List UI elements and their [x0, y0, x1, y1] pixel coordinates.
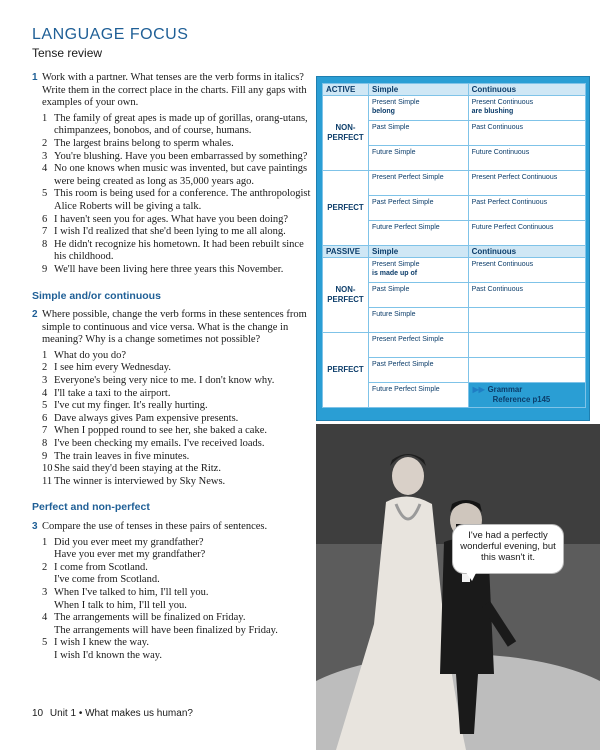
- item-number: 6: [42, 213, 48, 225]
- list-item: [42, 425, 312, 438]
- cell-past-simple: Past Simple: [369, 121, 469, 146]
- item-number: 2: [42, 561, 48, 573]
- exercise-3-intro: [32, 521, 312, 534]
- item-number: 3: [42, 150, 48, 162]
- photo-illustration: [316, 424, 600, 750]
- cell-present-simple: Present Simple belong: [369, 96, 469, 121]
- section-title: LANGUAGE FOCUS: [32, 26, 189, 43]
- item-number: 10: [42, 463, 53, 475]
- passive-label: PASSIVE: [323, 246, 369, 258]
- col-continuous: Continuous: [468, 246, 585, 258]
- perfect-label: PERFECT: [323, 333, 369, 408]
- perfect-label: PERFECT: [323, 171, 369, 246]
- item-text: This room is being used for a conference. The anthropologist Alice Roberts will be giving a talk.: [54, 188, 311, 212]
- film-still-photo: [316, 424, 600, 750]
- item-text: She said they'd been staying at the Ritz.: [54, 463, 221, 475]
- list-item: [42, 451, 312, 464]
- cell-present-continuous: Present Continuous: [468, 258, 585, 283]
- cell-future-perfect-simple: Future Perfect Simple: [369, 383, 469, 408]
- grammar-reference-link[interactable]: ▶▶ Grammar Reference p145: [468, 383, 585, 408]
- example-text: are blushing: [471, 108, 514, 115]
- tense-chart: [316, 76, 590, 421]
- list-item: [42, 375, 312, 388]
- item-text: I've cut my finger. It's really hurting.: [54, 400, 208, 412]
- item-number: 4: [42, 163, 48, 175]
- item-number: 8: [42, 238, 48, 250]
- item-text: I wish I knew the way. I wish I'd known the way.: [54, 637, 162, 661]
- item-number: 1: [42, 536, 48, 548]
- item-text: I wish I'd realized that she'd been lying to me all along.: [54, 226, 286, 238]
- col-simple: Simple: [369, 246, 469, 258]
- item-text: No one knows when music was invented, but cave paintings were being created as long as 35,000 years ago.: [54, 163, 308, 187]
- col-simple: Simple: [369, 84, 469, 96]
- exercise-number: 1: [32, 72, 38, 83]
- list-item: [42, 350, 312, 363]
- active-label: ACTIVE: [323, 84, 369, 96]
- example-text: is made up of: [372, 270, 418, 277]
- cell-present-perfect-continuous: Present Perfect Continuous: [468, 171, 585, 196]
- item-text: I'll take a taxi to the airport.: [54, 387, 171, 399]
- exercise-instructions: Where possible, change the verb forms in these sentences from simple to continuous and vice versa. What is the change in meaning? Why is a change sometimes not possible?: [42, 309, 307, 346]
- cell-present-perfect-simple: Present Perfect Simple: [369, 171, 469, 196]
- exercise-2-list: [32, 350, 312, 489]
- list-item: [42, 537, 312, 562]
- item-number: 8: [42, 438, 48, 450]
- footer-separator: •: [78, 708, 83, 719]
- cell-future-perfect-continuous: Future Perfect Continuous: [468, 221, 585, 246]
- unit-title: What makes us human?: [85, 708, 193, 719]
- cell-past-perfect-simple: Past Perfect Simple: [369, 196, 469, 221]
- item-number: 2: [42, 362, 48, 374]
- item-text: The arrangements will be finalized on Friday. The arrangements will have been finalized by Friday.: [54, 612, 278, 636]
- cell-future-perfect-simple: Future Perfect Simple: [369, 221, 469, 246]
- cell-past-perfect-simple: Past Perfect Simple: [369, 358, 469, 383]
- item-text: When I've talked to him, I'll tell you. When I talk to him, I'll tell you.: [54, 586, 209, 611]
- cell-empty: [468, 358, 585, 383]
- tense-table: [322, 83, 586, 408]
- item-number: 9: [42, 263, 48, 275]
- list-item: [42, 362, 312, 375]
- list-item: [42, 413, 312, 426]
- item-text: Did you ever meet my grandfather? Have you ever met my grandfather?: [54, 536, 206, 561]
- list-item: [42, 138, 312, 151]
- cell-empty: [468, 333, 585, 358]
- exercise-number: 2: [32, 309, 38, 321]
- item-text: When I popped round to see her, she baked a cake.: [54, 425, 267, 437]
- list-item: [42, 562, 312, 587]
- exercise-instructions: Work with a partner. What tenses are the verb forms in italics? Write them in the correct place in the charts. Fill any gaps with examples of your own.: [42, 72, 307, 109]
- item-text: I've been checking my emails. I've received loads.: [54, 438, 265, 450]
- list-item: [42, 637, 312, 662]
- double-arrow-icon: ▶▶: [472, 385, 485, 394]
- list-item: [42, 476, 312, 489]
- exercise-3-heading: Perfect and non-perfect: [32, 501, 150, 514]
- item-text: The winner is interviewed by Sky News.: [54, 475, 226, 487]
- item-text: The family of great apes is made up of gorillas, orang-utans, chimpanzees, bonobos, and of course, humans.: [54, 112, 308, 137]
- non-perfect-label: NON-PERFECT: [323, 258, 369, 333]
- item-text: The largest brains belong to sperm whales.: [54, 137, 234, 149]
- passive-header-row: [323, 246, 586, 258]
- cell-present-perfect-simple: Present Perfect Simple: [369, 333, 469, 358]
- item-text: I come from Scotland. I've come from Scotland.: [54, 561, 160, 586]
- speech-bubble: I've had a perfectly wonderful evening, but this wasn't it.: [452, 524, 564, 574]
- page-footer: [32, 708, 193, 719]
- item-text: You're blushing. Have you been embarrassed by something?: [54, 150, 308, 162]
- exercise-instructions: Compare the use of tenses in these pairs of sentences.: [42, 521, 268, 532]
- item-number: 3: [42, 375, 48, 387]
- col-continuous: Continuous: [468, 84, 585, 96]
- item-number: 4: [42, 612, 48, 624]
- item-text: What do you do?: [54, 349, 127, 361]
- item-number: 11: [42, 475, 53, 487]
- woman-face: [392, 457, 424, 495]
- list-item: [42, 214, 312, 227]
- list-item: [42, 463, 312, 476]
- list-item: [42, 438, 312, 451]
- exercise-number: 3: [32, 521, 38, 532]
- item-number: 1: [42, 349, 48, 361]
- list-item: [42, 264, 312, 277]
- list-item: [42, 239, 312, 264]
- item-number: 7: [42, 226, 48, 238]
- item-number: 5: [42, 188, 48, 200]
- active-header-row: [323, 84, 586, 96]
- item-number: 6: [42, 412, 48, 424]
- list-item: [42, 226, 312, 239]
- item-number: 2: [42, 137, 48, 149]
- page-number: 10: [32, 708, 44, 719]
- cell-present-continuous: Present Continuous are blushing: [468, 96, 585, 121]
- item-number: 3: [42, 586, 48, 598]
- item-number: 1: [42, 112, 48, 124]
- cell-empty: [468, 308, 585, 333]
- list-item: [42, 400, 312, 413]
- item-number: 4: [42, 387, 48, 399]
- cell-past-continuous: Past Continuous: [468, 283, 585, 308]
- cell-present-simple: Present Simple is made up of: [369, 258, 469, 283]
- cell-past-perfect-continuous: Past Perfect Continuous: [468, 196, 585, 221]
- cell-past-simple: Past Simple: [369, 283, 469, 308]
- non-perfect-label: NON-PERFECT: [323, 96, 369, 171]
- item-number: 5: [42, 400, 48, 412]
- exercise-3-list: [32, 537, 312, 663]
- item-text: The train leaves in five minutes.: [54, 450, 190, 462]
- list-item: [42, 163, 312, 188]
- list-item: [42, 612, 312, 637]
- cell-past-continuous: Past Continuous: [468, 121, 585, 146]
- list-item: [42, 587, 312, 612]
- unit-label: Unit 1: [49, 708, 77, 719]
- exercise-1-list: [32, 113, 312, 277]
- exercises-column: [32, 72, 312, 663]
- cell-future-simple: Future Simple: [369, 308, 469, 333]
- cell-future-simple: Future Simple: [369, 146, 469, 171]
- exercise-2-heading: Simple and/or continuous: [32, 289, 161, 302]
- list-item: [42, 188, 312, 213]
- list-item: [42, 113, 312, 138]
- exercise-2-intro: [32, 309, 312, 347]
- section-subtitle: Tense review: [32, 46, 103, 60]
- item-text: I see him every Wednesday.: [54, 362, 171, 374]
- item-text: I haven't seen you for ages. What have you been doing?: [54, 213, 289, 225]
- cell-future-continuous: Future Continuous: [468, 146, 585, 171]
- example-text: belong: [372, 108, 395, 115]
- exercise-1-intro: [32, 72, 312, 110]
- item-text: Everyone's being very nice to me. I don't know why.: [54, 375, 275, 387]
- item-number: 7: [42, 425, 48, 437]
- item-text: We'll have been living here three years this November.: [54, 263, 284, 275]
- speech-bubble-tail: [465, 571, 477, 581]
- item-number: 5: [42, 637, 48, 649]
- list-item: [42, 388, 312, 401]
- item-text: Dave always gives Pam expensive presents.: [54, 412, 239, 424]
- item-text: He didn't recognize his hometown. It had been rebuilt since his childhood.: [54, 238, 304, 263]
- list-item: [42, 151, 312, 164]
- item-number: 9: [42, 450, 48, 462]
